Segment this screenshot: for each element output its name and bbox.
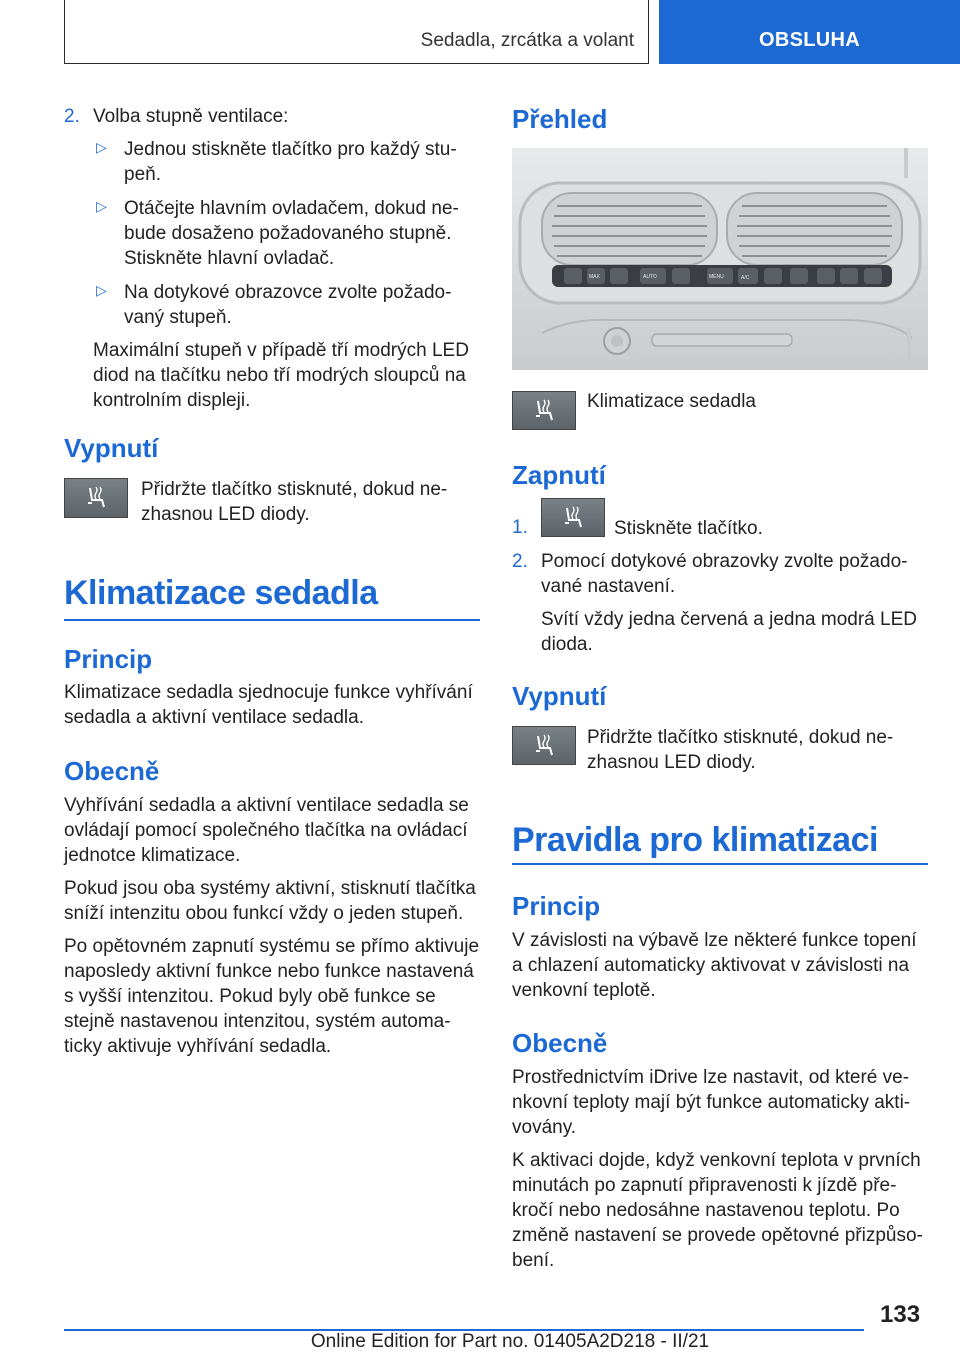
svg-text:MAX: MAX [589, 274, 600, 280]
step-text: Pomocí dotykové obrazovky zvolte požado- [541, 551, 908, 572]
paragraph-line: ovládají pomocí společného tlačítka na ovládací [64, 820, 468, 841]
paragraph-line: diod na tlačítku nebo tří modrých sloupců na [93, 365, 466, 386]
paragraph-line: zhasnou LED diody. [141, 504, 310, 525]
step-text: Volba stupně ventilace: [93, 106, 289, 127]
seat-climate-button-icon [512, 726, 576, 765]
bullet-line: vaný stupeň. [124, 307, 232, 328]
bullet-line: Na dotykové obrazovce zvolte požado- [124, 282, 452, 303]
paragraph-line: Po opětovném zapnutí systému se přímo aktivuje [64, 936, 480, 957]
step-number: 2. [64, 106, 80, 127]
bullet-line: bude dosaženo požadovaného stupně. [124, 223, 452, 244]
paragraph-line: kontrolním displeji. [93, 390, 251, 411]
paragraph-line: sedadla a aktivní ventilace sedadla. [64, 707, 364, 728]
seat-climate-button-icon [512, 391, 576, 430]
paragraph-line: stejně nastavenou intenzitou, systém automa- [64, 1011, 451, 1032]
paragraph-line: dioda. [541, 634, 593, 655]
bullet-line: Jednou stiskněte tlačítko pro každý stu- [124, 139, 457, 160]
paragraph-line: Klimatizace sedadla sjednocuje funkce vyhřívání [64, 682, 473, 703]
icon-caption: Klimatizace sedadla [587, 391, 756, 412]
step-text: Stiskněte tlačítko. [614, 518, 763, 539]
heading-princip: Princip [64, 644, 153, 674]
paragraph-line: Přidržte tlačítko stisknuté, dokud ne- [141, 479, 448, 500]
paragraph-line: nkovní teploty mají být funkce automaticky akti- [512, 1092, 911, 1113]
section-rule [512, 863, 928, 865]
step-number: 1. [512, 517, 528, 538]
bullet-line: Otáčejte hlavním ovladačem, dokud ne- [124, 198, 459, 219]
paragraph-line: sníží intenzitu obou funkcí vždy o jeden stupeň. [64, 903, 464, 924]
paragraph-line: K aktivaci dojde, když venkovní teplota v prvních [512, 1150, 921, 1171]
section-rule [64, 619, 480, 621]
step-text: vané nastavení. [541, 576, 676, 597]
section-title-klimatizace-sedadla: Klimatizace sedadla [64, 574, 378, 612]
paragraph-line: vovány. [512, 1117, 577, 1138]
climate-panel-photo [512, 148, 928, 370]
seat-climate-button-icon [541, 498, 605, 537]
footer-edition: Online Edition for Part no. 01405A2D218 - II/21 [310, 1331, 710, 1352]
paragraph-line: s vyšší intenzitou. Pokud byly obě funkce se [64, 986, 436, 1007]
heading-princip: Princip [512, 891, 601, 921]
paragraph-line: a chlazení automaticky aktivovat v závislosti na [512, 955, 910, 976]
paragraph-line: ticky aktivuje vyhřívání sedadla. [64, 1036, 332, 1057]
heading-zapnuti: Zapnutí [512, 460, 606, 490]
paragraph-line: naposledy aktivní funkce nebo funkce nastavená [64, 961, 474, 982]
header-section-title: Sedadla, zrcátka a volant [420, 30, 634, 51]
paragraph-line: venkovní teplotě. [512, 980, 656, 1001]
heading-prehled: Přehled [512, 104, 608, 134]
heading-vypnuti: Vypnutí [512, 681, 607, 711]
bullet-triangle-icon: ▷ [96, 139, 107, 155]
bullet-triangle-icon: ▷ [96, 198, 107, 214]
bullet-triangle-icon: ▷ [96, 282, 107, 298]
page-number: 133 [880, 1301, 921, 1328]
heading-obecne: Obecně [512, 1028, 608, 1058]
svg-text:AUTO: AUTO [643, 274, 657, 280]
paragraph-line: změně nastavení se provede opětovné přizpůso- [512, 1225, 923, 1246]
paragraph-line: Maximální stupeň v případě tří modrých LED [93, 340, 469, 361]
bullet-line: peň. [124, 164, 161, 185]
step-number: 2. [512, 551, 528, 572]
paragraph-line: zhasnou LED diody. [587, 752, 756, 773]
paragraph-line: Pokud jsou oba systémy aktivní, stisknutí tlačítka [64, 878, 476, 899]
heading-obecne: Obecně [64, 756, 160, 786]
paragraph-line: Prostřednictvím iDrive lze nastavit, od které ve- [512, 1067, 910, 1088]
header-tab-obsluha[interactable]: OBSLUHA [659, 0, 960, 64]
paragraph-line: Svítí vždy jedna červená a jedna modrá LED [541, 609, 917, 630]
heading-vypnuti: Vypnutí [64, 433, 159, 463]
paragraph-line: V závislosti na výbavě lze některé funkce topení [512, 930, 917, 951]
paragraph-line: Vyhřívání sedadla a aktivní ventilace sedadla se [64, 795, 469, 816]
svg-text:A/C: A/C [741, 275, 750, 281]
section-title-pravidla: Pravidla pro klimatizaci [512, 821, 878, 859]
paragraph-line: bení. [512, 1250, 555, 1271]
paragraph-line: Přidržte tlačítko stisknuté, dokud ne- [587, 727, 894, 748]
paragraph-line: minutách po zapnutí připravenosti k jízdě pře- [512, 1175, 897, 1196]
bullet-line: Stiskněte hlavní ovladač. [124, 248, 335, 269]
seat-climate-button-icon [64, 478, 128, 518]
svg-text:MENU: MENU [709, 274, 724, 280]
paragraph-line: kročí nebo nedosáhne nastavenou teplotu. Po [512, 1200, 900, 1221]
paragraph-line: jednotce klimatizace. [64, 845, 241, 866]
